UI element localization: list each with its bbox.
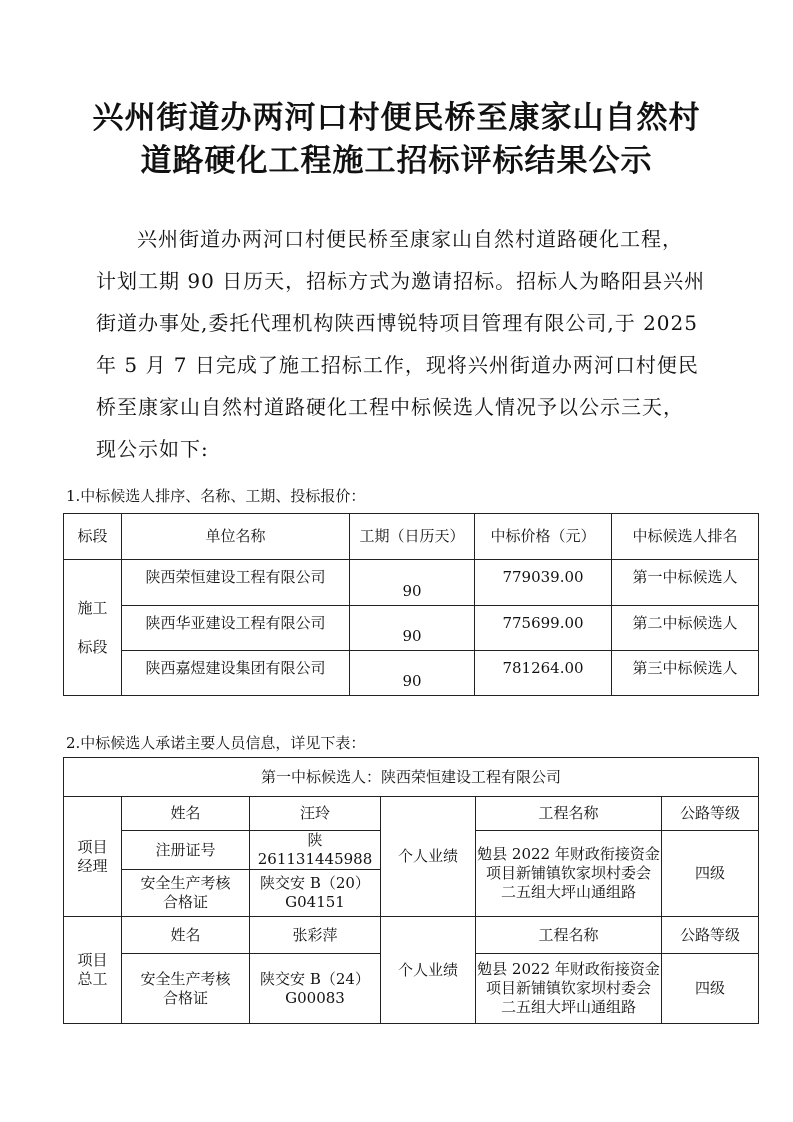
project-name-cell (476, 831, 662, 917)
safety-label-line: 安全生产考核 (140, 969, 231, 988)
header-cell: 工期（日历天） (350, 514, 475, 560)
chief-name-row (64, 917, 759, 954)
intro-line: 年 5 月 7 日完成了施工招标工作，现将兴州街道办两河口村便民 (96, 353, 699, 377)
company-cell: 陕西华亚建设工程有限公司 (122, 606, 350, 651)
project-name-cell (476, 954, 662, 1024)
safety-value-line: G00083 (285, 988, 345, 1007)
intro-line: 计划工期 90 日历天，招标方式为邀请招标。招标人为略阳县兴州 (96, 269, 706, 293)
intro-paragraph (96, 218, 708, 470)
project-header: 工程名称 (476, 917, 662, 954)
personnel-table (63, 757, 759, 1024)
performance-label: 个人业绩 (381, 797, 476, 917)
safety-value-line: G04151 (285, 893, 345, 911)
safety-label-line: 合格证 (162, 988, 208, 1007)
section2-heading: 2.中标候选人承诺主要人员信息，详见下表： (66, 734, 366, 752)
manager-role-cell (64, 797, 122, 917)
intro-line: 兴州街道办两河口村便民桥至康家山自然村道路硬化工程， (137, 227, 683, 251)
candidate-title-row (64, 758, 759, 797)
performance-label: 个人业绩 (381, 917, 476, 1024)
document-title-line2: 道路硬化工程施工招标评标结果公示 (140, 143, 653, 179)
name-value: 汪玲 (250, 797, 381, 831)
role-line: 项目 (77, 951, 108, 969)
project-line: 勉县 2022 年财政衔接资金 (477, 960, 660, 978)
candidate-title: 第一中标候选人：陕西荣恒建设工程有限公司 (64, 758, 759, 797)
header-cell: 单位名称 (122, 514, 350, 560)
project-header: 工程名称 (476, 797, 662, 831)
grade-header: 公路等级 (662, 917, 759, 954)
price-cell: 779039.00 (475, 560, 612, 606)
table-row (64, 606, 759, 651)
table-row (64, 651, 759, 696)
company-cell: 陕西荣恒建设工程有限公司 (122, 560, 350, 606)
safety-label-line: 安全生产考核 (140, 874, 231, 892)
intro-line: 现公示如下: (96, 437, 209, 461)
header-cell: 中标候选人排名 (612, 514, 759, 560)
document-title-line1: 兴州街道办两河口村便民桥至康家山自然村 (92, 100, 701, 136)
rank-cell: 第一中标候选人 (612, 560, 759, 606)
price-cell: 775699.00 (475, 606, 612, 651)
price-cell: 781264.00 (475, 651, 612, 696)
project-line: 勉县 2022 年财政衔接资金 (477, 845, 660, 863)
project-line: 二五组大坪山通组路 (500, 883, 636, 901)
safety-label-line: 合格证 (162, 893, 208, 911)
cert-value: 陕 261131445988 (250, 831, 381, 870)
project-line: 二五组大坪山通组路 (500, 998, 636, 1016)
period-cell: 90 (350, 651, 475, 696)
grade-value: 四级 (662, 831, 759, 917)
segment-cell (64, 560, 122, 696)
grade-value: 四级 (662, 954, 759, 1024)
segment-label-line: 施工 (77, 598, 108, 617)
safety-value-line: 陕交安 B（20） (260, 874, 370, 892)
candidates-table (63, 513, 759, 696)
section1-heading: 1.中标候选人排序、名称、工期、投标报价： (66, 487, 366, 505)
table-row (64, 560, 759, 606)
role-line: 总工 (77, 970, 108, 988)
project-line: 项目新铺镇钦家坝村委会 (485, 979, 651, 997)
chief-role-cell (64, 917, 122, 1024)
rank-cell: 第二中标候选人 (612, 606, 759, 651)
safety-label-cell (122, 870, 250, 917)
grade-header: 公路等级 (662, 797, 759, 831)
intro-line: 街道办事处,委托代理机构陕西博锐特项目管理有限公司,于 2025 (96, 311, 698, 335)
role-line: 经理 (77, 856, 108, 875)
role-line: 项目 (77, 837, 108, 856)
header-cell: 中标价格（元） (475, 514, 612, 560)
name-value: 张彩萍 (250, 917, 381, 954)
table-header-row (64, 514, 759, 560)
period-cell: 90 (350, 606, 475, 651)
intro-line: 桥至康家山自然村道路硬化工程中标候选人情况予以公示三天， (96, 395, 684, 419)
rank-cell: 第三中标候选人 (612, 651, 759, 696)
segment-label-line: 标段 (77, 637, 108, 656)
cert-label: 注册证号 (122, 831, 250, 870)
name-label: 姓名 (122, 797, 250, 831)
company-cell: 陕西嘉煜建设集团有限公司 (122, 651, 350, 696)
name-label: 姓名 (122, 917, 250, 954)
period-cell: 90 (350, 560, 475, 606)
safety-label-cell (122, 954, 250, 1024)
safety-value-line: 陕交安 B（24） (260, 969, 370, 988)
safety-value-cell (250, 870, 381, 917)
manager-name-row (64, 797, 759, 831)
project-line: 项目新铺镇钦家坝村委会 (485, 864, 651, 882)
header-cell: 标段 (64, 514, 122, 560)
safety-value-cell (250, 954, 381, 1024)
